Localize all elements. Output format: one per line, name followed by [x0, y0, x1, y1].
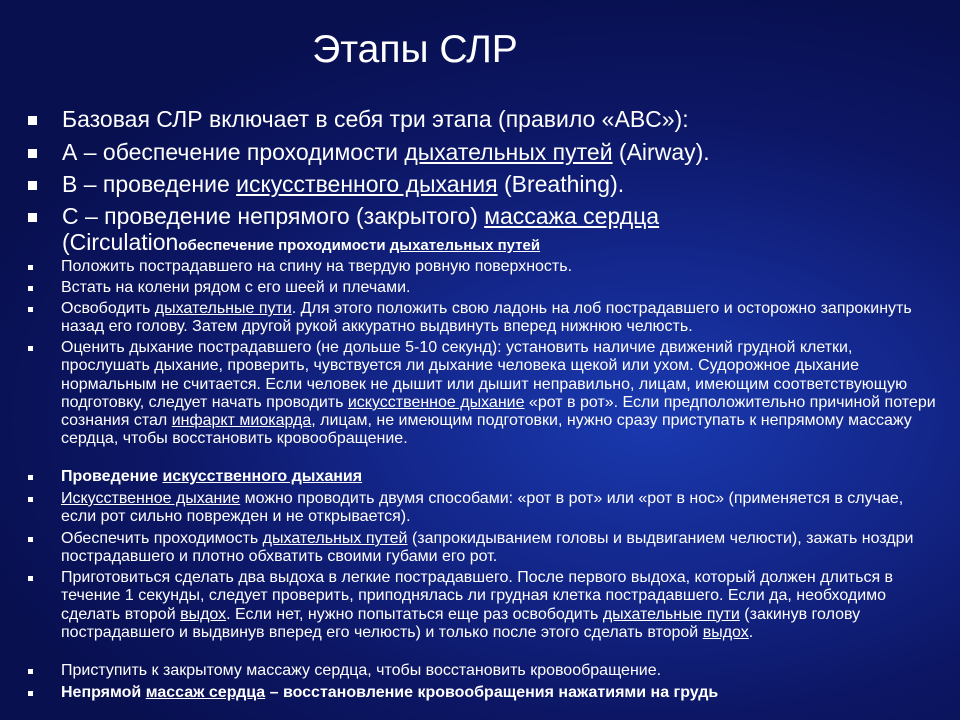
link-airways[interactable]: дыхательные пути	[154, 300, 292, 317]
bullet-icon	[28, 307, 33, 312]
item-text: Приготовиться сделать два выдоха в легкие пострадавшего. После первого выдоха, который должен длиться в течение 1 секунды, следует проверить, приподнялась ли грудная клетка пострадавшего. Если да, необходимо сделать второй выдох. Если нет, нужно попытаться еще раз освободить дыхательные пути (закинув голову пострадавшего и выдвинув вперед его челюсть) и только после этого сделать второй выдох.	[61, 569, 894, 641]
bullet-icon	[28, 181, 37, 190]
item-text: Обеспечить проходимость дыхательных путей (запрокидыванием головы и выдвиганием челюсти), зажать ноздри пострадавшего и плотно обхватить своими губами его рот.	[61, 530, 914, 566]
item-text: Приступить к закрытому массажу сердца, чтобы восстановить кровообращение.	[61, 662, 662, 679]
link-exhale[interactable]: выдох	[180, 605, 227, 623]
link-artificial-breathing-2[interactable]: Искусственное дыхание	[61, 490, 241, 507]
bullet-icon	[28, 497, 33, 502]
link-infarction[interactable]: инфаркт миокарда	[171, 412, 312, 430]
link-exhale-2[interactable]: выдох	[702, 623, 749, 641]
link-airway[interactable]: дыхательных путей	[404, 139, 613, 165]
item-text: Освободить дыхательные пути. Для этого положить свою ладонь на лоб пострадавшего и осторожно запрокинуть назад его голову. Затем другой рукой аккуратно выдвинуть вперед нижнюю челюсть.	[61, 300, 912, 336]
item-text: Встать на колени рядом с его шеей и плечами.	[61, 279, 411, 296]
link-artificial-breathing-heading[interactable]: искусственного дыхания	[162, 468, 363, 485]
bullet-icon	[28, 669, 33, 674]
bullet-icon	[28, 265, 33, 270]
item-text: Базовая СЛР включает в себя три этапа (правило «ABC»):	[62, 106, 689, 132]
bullet-icon	[28, 475, 33, 480]
item-text: С – проведение непрямого (закрытого) массажа сердца (Circulationобеспечение проходимости дыхательных путей	[62, 203, 660, 255]
bullet-icon	[28, 116, 37, 125]
link-heart-massage-2[interactable]: массаж сердца	[145, 684, 266, 701]
link-heart-massage[interactable]: массажа сердца	[484, 203, 660, 229]
bullet-icon	[28, 691, 33, 696]
item-text: Положить пострадавшего на спину на твердую ровную поверхность.	[61, 258, 573, 275]
link-airways-3[interactable]: дыхательные пути	[602, 605, 740, 623]
link-artificial-breathing[interactable]: искусственное дыхание	[347, 393, 525, 411]
item-text: Проведение искусственного дыхания	[61, 468, 363, 485]
bullet-icon	[28, 213, 37, 222]
item-text: А – обеспечение проходимости дыхательных путей (Airway).	[62, 139, 710, 165]
link-breathing[interactable]: искусственного дыхания	[236, 171, 498, 197]
bullet-icon	[28, 576, 33, 581]
link-airways-2[interactable]: дыхательных путей	[262, 530, 408, 547]
item-text: Искусственное дыхание можно проводить двумя способами: «рот в рот» или «рот в нос» (применяется в случае, если рот сильно поврежден и не открывается).	[61, 490, 904, 526]
page-title: Этапы СЛР	[312, 28, 518, 71]
item-text: Оценить дыхание пострадавшего (не дольше 5-10 секунд): установить наличие движений грудной клетки, прослушать дыхание, проверить, чувствуется ли дыхание человека щекой или ухом. Судорожное дыхание нормальным не считается. Если человек не дышит или дышит неправильно, лицам, имеющим соответствующую подготовку, следует начать проводить искусственное дыхание «рот в рот». Если предположительно причиной потери сознания стал инфаркт миокарда, лицам, не имеющим подготовки, нужно сразу приступать к непрямому массажу сердца, чтобы восстановить кровообращение.	[61, 339, 936, 448]
item-text: Непрямой массаж сердца – восстановление кровообращения нажатиями на грудь	[61, 684, 719, 701]
bullet-icon	[28, 149, 37, 158]
item-text: В – проведение искусственного дыхания (Breathing).	[62, 171, 625, 197]
link-airway-bold[interactable]: дыхательных путей	[389, 237, 541, 254]
bullet-icon	[28, 537, 33, 542]
bullet-icon	[28, 346, 33, 351]
bullet-icon	[28, 286, 33, 291]
